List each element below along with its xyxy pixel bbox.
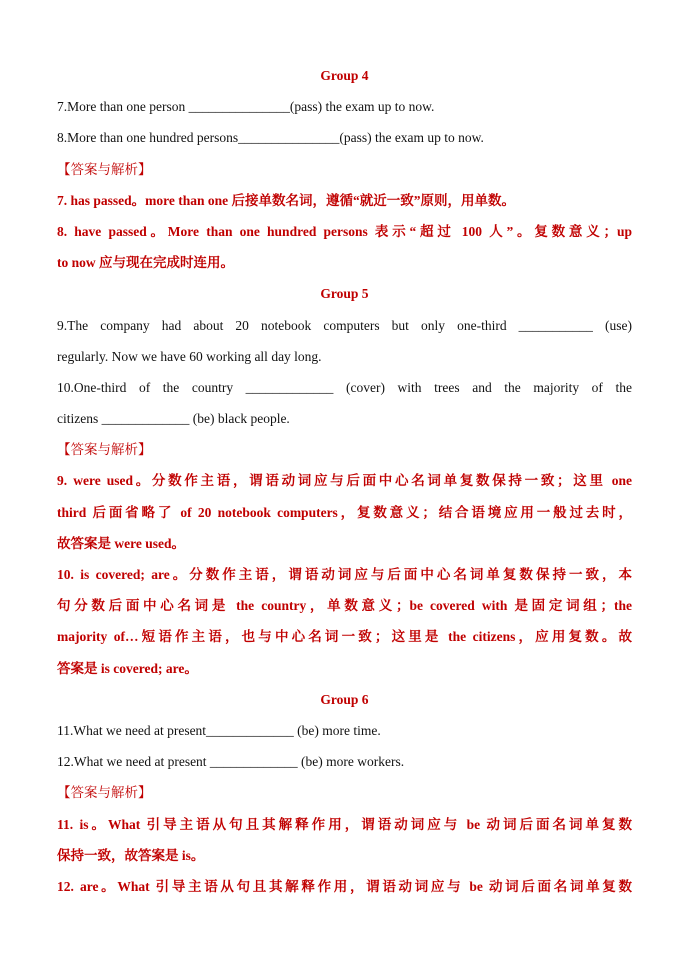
answer-line: 句分数后面中心名词是 the country，单数意义；be covered with 是固定词组；the — [57, 598, 632, 614]
answer-line: to now 应与现在完成时连用。 — [57, 255, 235, 271]
answer-heading: 【答案与解析】 — [57, 161, 152, 177]
question-line: 7.More than one person _______________(pass) the exam up to now. — [57, 99, 435, 115]
group-title: Group 4 — [320, 68, 369, 83]
answer-line: third 后面省略了 of 20 notebook computers，复数意义；结合语境应用一般过去时， — [57, 504, 632, 520]
answer-line: 11. is。What 引导主语从句且其解释作用，谓语动词应与 be 动词后面名词单复数 — [57, 816, 632, 832]
question-line: regularly. Now we have 60 working all day long. — [57, 348, 322, 364]
answer-line: 10. is covered; are。分数作主语，谓语动词应与后面中心名词单复数保持一致，本 — [57, 567, 632, 582]
question-line: citizens _____________ (be) black people. — [57, 411, 290, 427]
answer-heading: 【答案与解析】 — [57, 785, 152, 801]
question-line: 10.One-third of the country _____________ (cover) with trees and the majority of the — [57, 379, 632, 395]
answer-line: 9. were used。分数作主语，谓语动词应与后面中心名词单复数保持一致；这里 one — [57, 473, 632, 489]
answer-line: 答案是 is covered; are。 — [57, 660, 198, 676]
group-title: Group 5 — [320, 286, 369, 302]
answer-line: 7. has passed。more than one 后接单数名词，遵循“就近一致”原则，用单数。 — [57, 192, 516, 208]
answer-line: 8. have passed。More than one hundred persons 表示“超过 100 人”。复数意义；up — [57, 223, 632, 239]
answer-line: 12. are。What 引导主语从句且其解释作用，谓语动词应与 be 动词后面名词单复数 — [57, 878, 632, 894]
question-line: 11.What we need at present_____________ (be) more time. — [57, 722, 381, 738]
question-line: 12.What we need at present _____________ (be) more workers. — [57, 754, 405, 770]
answer-heading: 【答案与解析】 — [57, 442, 152, 458]
answer-line: 故答案是 were used。 — [57, 535, 185, 551]
group-title: Group 6 — [320, 691, 369, 707]
document-page — [57, 60, 632, 902]
answer-line: majority of…短语作主语，也与中心名词一致；这里是 the citizens，应用复数。故 — [57, 629, 632, 645]
question-line: 9.The company had about 20 notebook computers but only one-third ___________ (use) — [57, 317, 632, 333]
answer-line: 保持一致，故答案是 is。 — [57, 847, 205, 863]
question-line: 8.More than one hundred persons_______________(pass) the exam up to now. — [57, 130, 484, 146]
